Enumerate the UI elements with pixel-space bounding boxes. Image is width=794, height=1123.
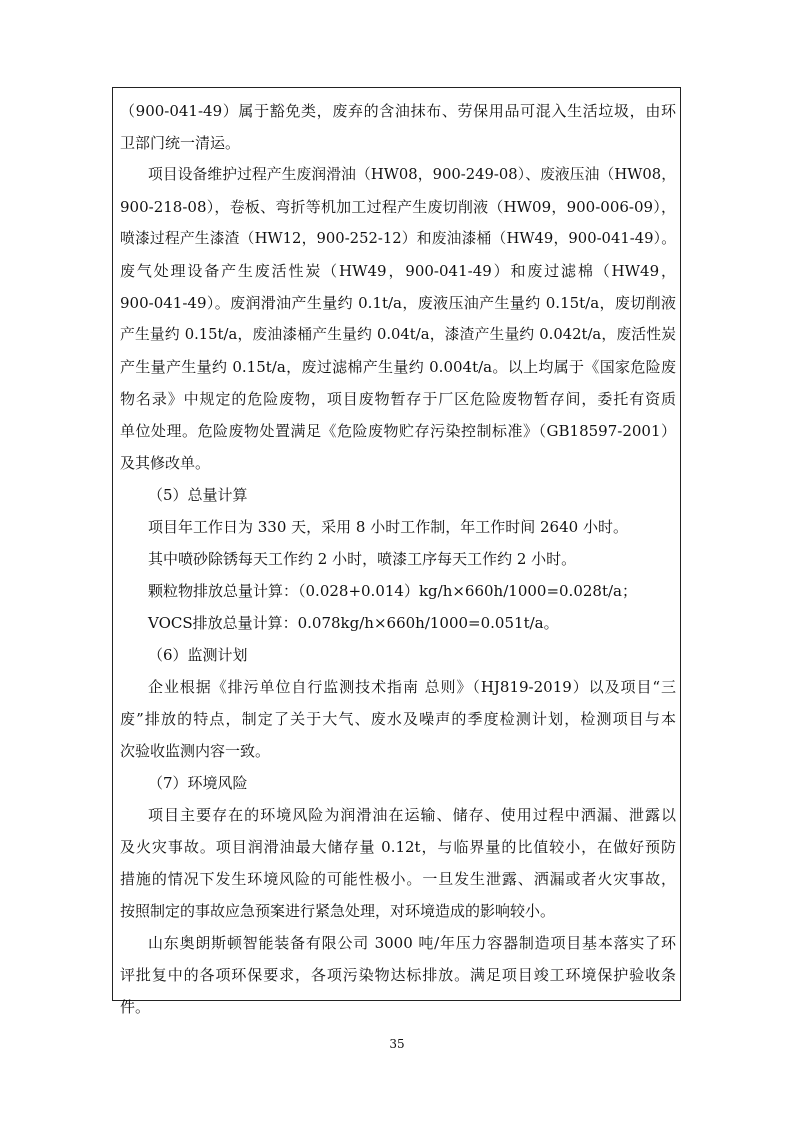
text-line: 项目设备维护过程产生废润滑油（HW08，900-249-08）、废液压油（HW08， (148, 166, 676, 183)
text-line: 颗粒物排放总量计算：（0.028+0.014）kg/h×660h/1000=0.028t/a； (148, 582, 637, 600)
section-heading: （7）环境风险 (148, 774, 248, 792)
section-heading: （5）总量计算 (148, 486, 248, 504)
text-line: 产生量产生量约 0.15t/a，废过滤棉产生量约 0.004t/a。以上均属于《国家危险废 (120, 358, 676, 376)
text-line: 物名录》中规定的危险废物，项目废物暂存于厂区危险废物暂存间，委托有资质 (120, 390, 676, 408)
text-line: 评批复中的各项环保要求，各项污染物达标排放。满足项目竣工环境保护验收条 (120, 966, 676, 984)
text-line: 喷漆过程产生漆渣（HW12，900-252-12）和废油漆桶（HW49，900-041-49）。 (120, 230, 676, 247)
content-frame (112, 87, 681, 1001)
text-line: 件。 (120, 998, 151, 1016)
text-line: 其中喷砂除锈每天工作约 2 小时，喷漆工序每天工作约 2 小时。 (148, 550, 577, 568)
text-line: 废气处理设备产生废活性炭（HW49，900-041-49）和废过滤棉（HW49， (120, 262, 676, 280)
text-line: 项目年工作日为 330 天，采用 8 小时工作制，年工作时间 2640 小时。 (148, 518, 628, 536)
text-line: 900-218-08），卷板、弯折等机加工过程产生废切削液（HW09，900-006-09）， (120, 198, 676, 216)
text-line: 产生量约 0.15t/a，废油漆桶产生量约 0.04t/a，漆渣产生量约 0.042t/a，废活性炭 (120, 326, 676, 343)
section-heading: （6）监测计划 (148, 646, 248, 664)
text-line: 单位处理。危险废物处置满足《危险废物贮存污染控制标准》（GB18597-2001） (120, 422, 676, 440)
text-line: 及其修改单。 (120, 454, 211, 472)
text-line: 及火灾事故。项目润滑油最大储存量 0.12t，与临界量的比值较小，在做好预防 (120, 838, 676, 856)
text-line: 废”排放的特点，制定了关于大气、废水及噪声的季度检测计划，检测项目与本 (120, 710, 676, 728)
text-line: 项目主要存在的环境风险为润滑油在运输、储存、使用过程中洒漏、泄露以 (148, 806, 676, 824)
text-line: 卫部门统一清运。 (120, 134, 241, 152)
text-line: 企业根据《排污单位自行监测技术指南 总则》（HJ819-2019）以及项目“三 (148, 678, 676, 696)
text-line: 按照制定的事故应急预案进行紧急处理，对环境造成的影响较小。 (120, 902, 556, 920)
page-number: 35 (389, 1037, 405, 1051)
text-line: 900-041-49）。废润滑油产生量约 0.1t/a，废液压油产生量约 0.15t/a，废切削液 (120, 294, 676, 312)
text-line: VOCS排放总量计算：0.078kg/h×660h/1000=0.051t/a。 (148, 614, 559, 632)
text-line: 措施的情况下发生环境风险的可能性极小。一旦发生泄露、洒漏或者火灾事故， (120, 870, 676, 888)
text-line: （900-041-49）属于豁免类，废弃的含油抹布、劳保用品可混入生活垃圾，由环 (120, 102, 676, 120)
text-line: 山东奥朗斯顿智能装备有限公司 3000 吨/年压力容器制造项目基本落实了环 (148, 934, 676, 952)
text-line: 次验收监测内容一致。 (120, 742, 271, 760)
